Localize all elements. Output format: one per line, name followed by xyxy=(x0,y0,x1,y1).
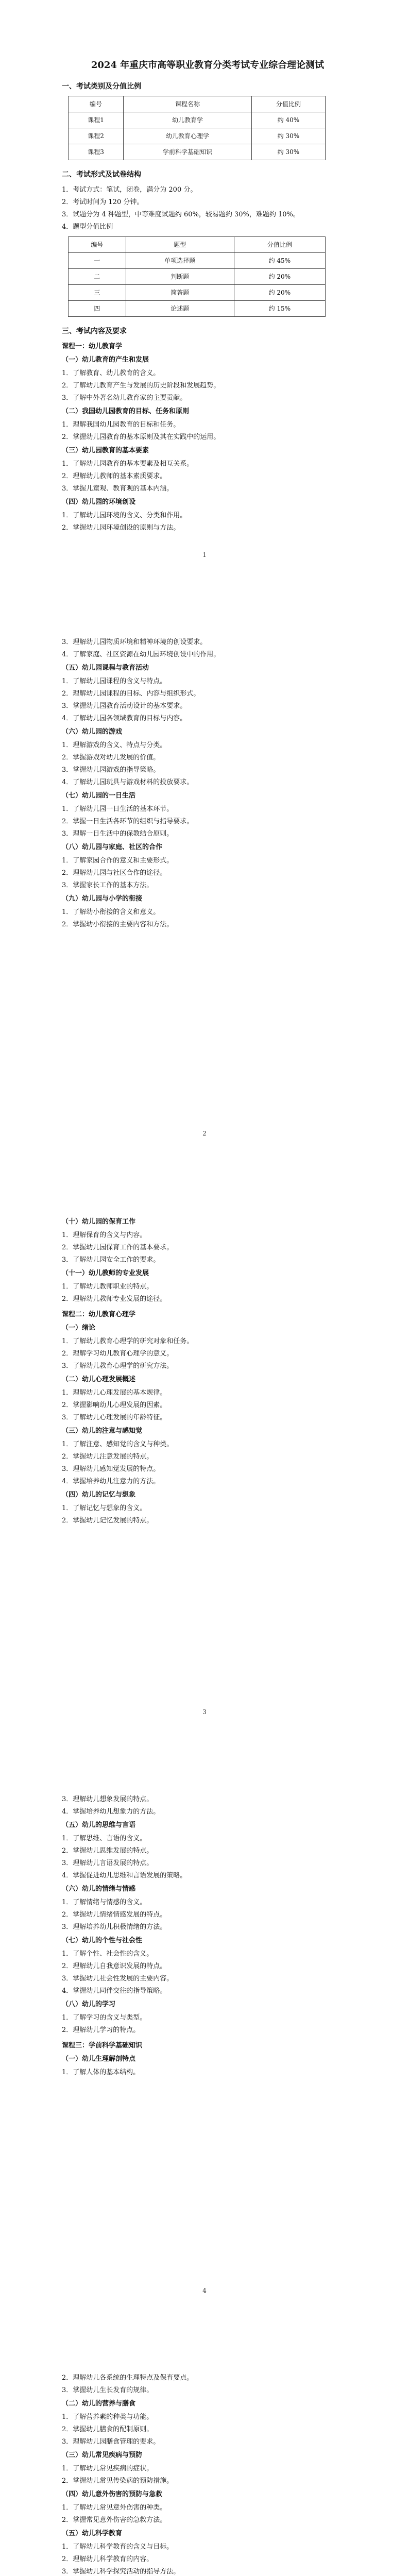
list-item: 4．了解幼儿园玩具与游戏材料的投放要求。 xyxy=(62,778,194,786)
block-list xyxy=(58,1216,357,1527)
subsection-heading: （四）幼儿意外伤害的预防与急救 xyxy=(62,2490,163,2498)
table-cell: 课程1 xyxy=(69,112,124,128)
table-cell: 简答题 xyxy=(126,285,234,301)
list-item: 4．了解幼儿园各领域教育的目标与内容。 xyxy=(62,715,187,722)
table-cell: 课程名称 xyxy=(124,96,252,112)
text-line: 2．考试时间为 120 分钟。 xyxy=(62,198,144,206)
table-header-row xyxy=(69,237,326,253)
table-cell: 编号 xyxy=(69,237,126,253)
list-item: 4．掌握促进幼儿思维和言语发展的策略。 xyxy=(62,1872,187,1879)
subsection-heading: （五）幼儿园课程与教育活动 xyxy=(62,664,149,672)
table-row xyxy=(69,128,326,144)
text-line: 4．题型分值比例 xyxy=(62,223,113,231)
list-item: 2．理解学习幼儿教育心理学的意义。 xyxy=(62,1350,174,1358)
table-cell: 一 xyxy=(69,253,126,269)
list-item: 2．掌握幼儿园教育的基本原则及其在实践中的运用。 xyxy=(62,433,220,441)
section-heading: 二、考试形式及试卷结构 xyxy=(62,171,141,179)
list-item: 3．掌握幼儿科学探究活动的指导方法。 xyxy=(62,2568,180,2575)
subsection-heading: （九）幼儿园与小学的衔接 xyxy=(62,895,143,903)
subsection-heading: （五）幼儿的思维与言语 xyxy=(62,1821,136,1829)
list-item: 2．理解幼儿教师的基本素质要求。 xyxy=(62,472,167,480)
list-item: 2．掌握影响幼儿心理发展的因素。 xyxy=(62,1401,167,1409)
subsection-heading: 课程三：学前科学基础知识 xyxy=(62,2042,143,2049)
section-heading: 一、考试类别及分值比例 xyxy=(62,82,141,91)
page-number: 2 xyxy=(202,1130,207,1137)
list-item: 4．掌握培养幼儿注意力的方法。 xyxy=(62,1478,160,1485)
list-item: 3．理解一日生活中的保教结合原则。 xyxy=(62,830,174,838)
course-heading: 课程一：幼儿教育学 xyxy=(62,343,123,350)
table-row xyxy=(69,112,326,128)
list-item: 3．掌握幼儿社会性发展的主要内容。 xyxy=(62,1975,174,1982)
list-item: 3．掌握幼儿园游戏的指导策略。 xyxy=(62,766,160,774)
subsection-heading: （三）幼儿常见疾病与预防 xyxy=(62,2451,143,2459)
subsection-heading: （四）幼儿园的环境创设 xyxy=(62,498,136,506)
list-item: 2．了解幼儿教育产生与发展的历史阶段和发展趋势。 xyxy=(62,382,220,389)
table-cell: 题型 xyxy=(126,237,234,253)
subsection-heading: （一）幼儿生理解剖特点 xyxy=(62,2055,136,2063)
list-item: 2．掌握幼儿注意发展的特点。 xyxy=(62,1453,154,1461)
table-cell: 约 30% xyxy=(251,144,325,160)
list-item: 1．了解幼小衔接的含义和意义。 xyxy=(62,908,160,916)
table-cell: 论述题 xyxy=(126,301,234,317)
list-item: 1．了解幼儿科学教育的含义与目标。 xyxy=(62,2543,174,2551)
list-item: 4．掌握幼儿同伴交往的指导策略。 xyxy=(62,1987,167,1995)
list-item: 1．了解幼儿园课程的含义与特点。 xyxy=(62,677,167,685)
list-item: 1．了解幼儿常见意外伤害的种类。 xyxy=(62,2504,167,2512)
list-item: 2．掌握游戏对幼儿发展的价值。 xyxy=(62,754,160,761)
list-item: 3．理解培养幼儿积极情绪的方法。 xyxy=(62,1923,167,1931)
table-cell: 学前科学基础知识 xyxy=(124,144,252,160)
subsection-heading: （十）幼儿园的保育工作 xyxy=(62,1218,136,1226)
list-item: 3．掌握家长工作的基本方法。 xyxy=(62,882,154,889)
table-row xyxy=(69,144,326,160)
list-item: 3．了解幼儿教育心理学的研究方法。 xyxy=(62,1362,174,1370)
list-item: 1．了解教育、幼儿教育的含义。 xyxy=(62,369,160,377)
table-cell: 三 xyxy=(69,285,126,301)
subsection-heading: （二）幼儿心理发展概述 xyxy=(62,1376,136,1383)
list-item: 1．了解幼儿常见疾病的症状。 xyxy=(62,2465,154,2472)
subsection-heading: （七）幼儿的个性与社会性 xyxy=(62,1937,143,1944)
list-item: 2．理解幼儿园课程的目标、内容与组织形式。 xyxy=(62,690,200,698)
list-item: 1．了解个性、社会性的含义。 xyxy=(62,1950,154,1958)
subsection-heading: （八）幼儿园与家庭、社区的合作 xyxy=(62,843,163,851)
course-weight-table xyxy=(68,96,326,160)
table-cell: 二 xyxy=(69,269,126,285)
list-item: 1．理解我国幼儿园教育的目标和任务。 xyxy=(62,421,180,429)
list-item: 2．理解幼儿科学教育的内容。 xyxy=(62,2555,154,2563)
text-line: 3．试题分为 4 种题型，中等难度试题约 60%，较易题约 30%，难题约 10%。 xyxy=(62,211,300,218)
list-item: 3．掌握幼儿园教育活动设计的基本要求。 xyxy=(62,702,187,710)
page-3 xyxy=(0,1157,409,1736)
list-item: 1．了解幼儿教师职业的特点。 xyxy=(62,1283,154,1291)
list-item: 1．了解思维、言语的含义。 xyxy=(62,1835,147,1842)
list-item: 1．理解幼儿心理发展的基本规律。 xyxy=(62,1389,167,1397)
list-item: 1．了解幼儿教育心理学的研究对象和任务。 xyxy=(62,1337,194,1345)
subsection-heading: （七）幼儿园的一日生活 xyxy=(62,792,136,800)
question-type-table xyxy=(68,236,326,317)
document-title: 2024 年重庆市高等职业教育分类考试专业综合理论测试 xyxy=(91,60,325,71)
page-1 xyxy=(0,0,409,579)
subsection-heading: （三）幼儿的注意与感知觉 xyxy=(62,1427,143,1435)
table-cell: 幼儿教育学 xyxy=(124,112,252,128)
table-cell: 课程3 xyxy=(69,144,124,160)
list-item: 3．理解幼儿感知觉发展的特点。 xyxy=(62,1465,160,1473)
list-item: 4．了解家庭、社区资源在幼儿园环境创设中的作用。 xyxy=(62,651,220,658)
subsection-heading: （三）幼儿园教育的基本要素 xyxy=(62,447,149,454)
table-row xyxy=(69,285,326,301)
subsection-heading: （六）幼儿的情绪与情感 xyxy=(62,1885,136,1893)
subsection-heading: （六）幼儿园的游戏 xyxy=(62,728,123,736)
page-number: 3 xyxy=(202,1708,207,1716)
table-cell: 约 40% xyxy=(251,112,325,128)
list-item: 1．了解注意、感知觉的含义与种类。 xyxy=(62,1440,174,1448)
text-line: 1．考试方式：笔试，闭卷，满分为 200 分。 xyxy=(62,186,197,194)
subsection-heading: （十一）幼儿教师的专业发展 xyxy=(62,1269,149,1277)
list-item: 2．掌握幼儿园保育工作的基本要求。 xyxy=(62,1244,174,1251)
list-item: 1．了解家园合作的意义和主要形式。 xyxy=(62,857,174,865)
list-item: 1．了解幼儿园教育的基本要素及相互关系。 xyxy=(62,460,194,468)
table-row xyxy=(69,269,326,285)
block-list xyxy=(58,1793,357,2079)
list-item: 2．理解幼儿园与社区合作的途径。 xyxy=(62,869,167,877)
subsection-heading: （八）幼儿的学习 xyxy=(62,2001,116,2008)
list-item: 2．掌握常见意外伤害的急救方法。 xyxy=(62,2516,167,2524)
list-item: 1．理解游戏的含义、特点与分类。 xyxy=(62,741,167,749)
list-item: 3．理解幼儿园物质环境和精神环境的创设要求。 xyxy=(62,638,207,646)
page-4 xyxy=(0,1736,409,2314)
list-item: 2．理解幼儿自我意识发展的特点。 xyxy=(62,1962,167,1970)
table-row xyxy=(69,301,326,317)
subsection-heading: （四）幼儿的记忆与想象 xyxy=(62,1491,136,1499)
subsection-heading: （五）幼儿科学教育 xyxy=(62,2530,123,2537)
list-item: 3．了解中外著名幼儿教育家的主要贡献。 xyxy=(62,394,187,402)
page-5 xyxy=(0,2314,409,2576)
table-cell: 约 30% xyxy=(251,128,325,144)
list-item: 1．了解幼儿园环境的含义、分类和作用。 xyxy=(62,512,187,519)
list-item: 3．理解幼儿言语发展的特点。 xyxy=(62,1859,154,1867)
list-item: 3．掌握儿童观、教育观的基本内涵。 xyxy=(62,485,174,493)
table-cell: 约 20% xyxy=(234,285,325,301)
list-item: 2．掌握幼儿记忆发展的特点。 xyxy=(62,1517,154,1524)
list-item: 2．掌握幼儿常见传染病的预防措施。 xyxy=(62,2477,174,2485)
list-item: 3．理解幼儿园膳食管理的要求。 xyxy=(62,2438,160,2446)
list-item: 3．掌握幼儿生长发育的规律。 xyxy=(62,2386,154,2394)
list-item: 3．理解幼儿想象发展的特点。 xyxy=(62,1795,154,1803)
list-item: 1．了解记忆与想象的含义。 xyxy=(62,1504,147,1512)
table-cell: 约 20% xyxy=(234,269,325,285)
list-item: 2．理解幼儿学习的特点。 xyxy=(62,2026,140,2034)
list-item: 3．了解幼儿心理发展的年龄特征。 xyxy=(62,1414,167,1421)
subsection-heading: 课程二：幼儿教育心理学 xyxy=(62,1311,136,1318)
list-item: 2．掌握幼儿思维发展的特点。 xyxy=(62,1847,154,1855)
page-number: 1 xyxy=(202,551,207,558)
block-list xyxy=(58,354,357,534)
block-list xyxy=(58,2372,357,2576)
table-row xyxy=(69,253,326,269)
list-item: 2．掌握幼儿园环境创设的原则与方法。 xyxy=(62,524,180,532)
subsection-heading: （一）幼儿教育的产生和发展 xyxy=(62,356,149,364)
list-item: 1．了解学习的含义与类型。 xyxy=(62,2014,147,2022)
list-item: 1．了解幼儿园一日生活的基本环节。 xyxy=(62,805,174,813)
list-item: 1．了解营养素的种类与功能。 xyxy=(62,2413,154,2421)
list-item: 1．了解人体的基本结构。 xyxy=(62,2069,140,2076)
table-cell: 四 xyxy=(69,301,126,317)
table-cell: 约 15% xyxy=(234,301,325,317)
table-cell: 幼儿教育心理学 xyxy=(124,128,252,144)
table-cell: 编号 xyxy=(69,96,124,112)
list-item: 4．掌握培养幼儿想象力的方法。 xyxy=(62,1808,160,1816)
list-item: 2．掌握一日生活各环节的组织与指导要求。 xyxy=(62,818,194,825)
list-item: 2．掌握幼小衔接的主要内容和方法。 xyxy=(62,921,174,928)
list-item: 2．掌握幼儿情绪情感发展的特点。 xyxy=(62,1911,167,1919)
table-cell: 单项选择题 xyxy=(126,253,234,269)
table-cell: 判断题 xyxy=(126,269,234,285)
list-item: 2．理解幼儿各系统的生理特点及保育要点。 xyxy=(62,2374,194,2382)
list-item: 2．理解幼儿教师专业发展的途径。 xyxy=(62,1295,167,1303)
section-heading: 三、考试内容及要求 xyxy=(62,327,127,335)
table-header-row xyxy=(69,96,326,112)
list-item: 1．理解保育的含义与内容。 xyxy=(62,1231,147,1239)
page-number: 4 xyxy=(202,2287,207,2294)
list-item: 3．了解幼儿园安全工作的要求。 xyxy=(62,1256,160,1264)
list-item: 2．掌握幼儿膳食的配制原则。 xyxy=(62,2426,154,2433)
list-item: 1．了解情绪与情感的含义。 xyxy=(62,1899,147,1906)
table-cell: 分值比例 xyxy=(234,237,325,253)
table-cell: 课程2 xyxy=(69,128,124,144)
page-2 xyxy=(0,579,409,1157)
block-list xyxy=(58,636,357,931)
subsection-heading: （一）绪论 xyxy=(62,1324,96,1332)
subsection-heading: （二）我国幼儿园教育的目标、任务和原则 xyxy=(62,408,190,415)
table-cell: 约 45% xyxy=(234,253,325,269)
subsection-heading: （二）幼儿的营养与膳食 xyxy=(62,2400,136,2408)
table-cell: 分值比例 xyxy=(251,96,325,112)
